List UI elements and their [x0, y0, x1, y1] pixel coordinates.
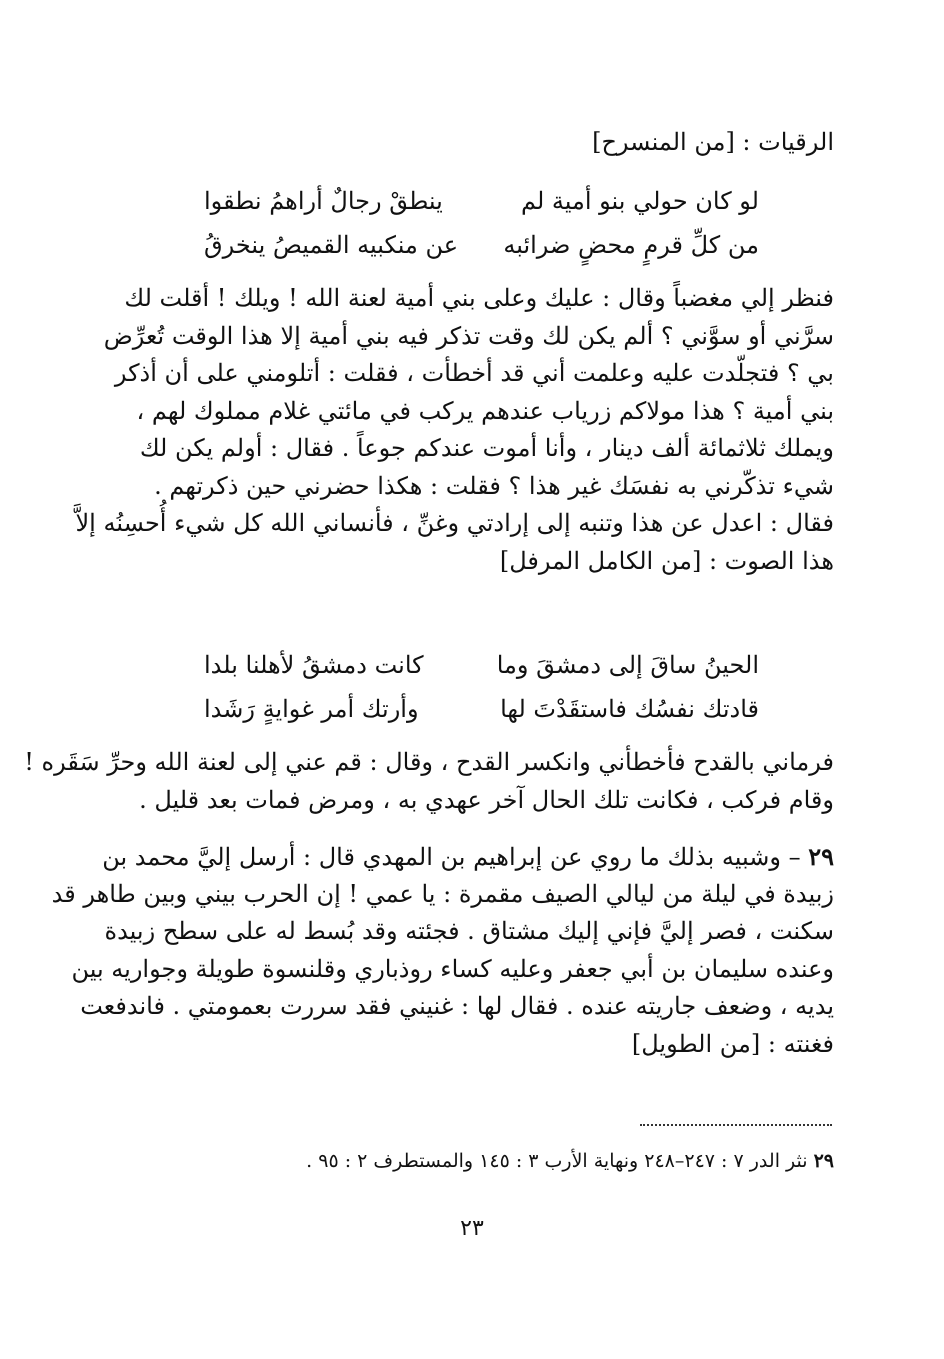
hemistich-first: الحينُ ساقَ إلى دمشقَ وما [496, 651, 759, 679]
text-line: فقال : اعدل عن هذا وتنبه إلى إرادتي وغنِّ ، فأنساني الله كل شيء أُحسِنُه إلاَّ [75, 509, 834, 537]
verse-4 [204, 690, 759, 728]
text-line: سكنت ، فصر إليَّ فإني إليك مشتاق . فجئته وقد بُسط له على سطح زبيدة [104, 917, 834, 945]
hemistich-second: كانت دمشقُ لأهلنا بلدا [204, 651, 424, 679]
hemistich-second: ينطقْ رجالٌ أراهمُ نطقوا [204, 187, 443, 215]
paragraph-2 [24, 744, 834, 819]
footnote-number: ٢٩ [813, 1150, 834, 1172]
text-line: شيء تذكّرني به نفسَك غير هذا ؟ فقلت : هكذا حضرني حين ذكرتهم . [154, 471, 834, 500]
intro-line: الرقيات : [من المنسرح] [592, 128, 834, 156]
paragraph-number: ٢٩ [808, 842, 834, 871]
hemistich-first: قادتك نفسُك فاستقَدْتَ لها [500, 695, 759, 723]
text-line: سرَّني أو سوَّني ؟ ألم يكن لك وقت تذكر فيه بني أمية إلا هذا الوقت تُعرِّض [103, 321, 834, 350]
hemistich-second: عن منكبيه القميصُ ينخرقُ [204, 231, 459, 259]
intro-line-block [160, 124, 834, 162]
hemistich-first: من كلِّ قرمٍ محضٍ ضرائبه [503, 231, 759, 259]
paragraph-3 [51, 838, 834, 1063]
text-line: ويملك ثلاثمائة ألف دينار ، وأنا أموت عندكم جوعاً . فقال : أولم يكن لك [139, 434, 834, 462]
verse-3 [204, 646, 759, 684]
text-line: – وشبيه بذلك ما روي عن إبراهيم بن المهدي قال : أرسل إليَّ محمد بن [102, 843, 801, 871]
footnote-separator [640, 1124, 832, 1126]
verse-1 [204, 182, 759, 220]
text-line: فغنته : [من الطويل] [631, 1029, 834, 1058]
text-line-first [102, 838, 834, 876]
page-number: ٢٣ [460, 1216, 484, 1241]
hemistich-first: لو كان حولي بنو أمية لم [520, 187, 759, 215]
text-line: فرماني بالقدح فأخطأني وانكسر القدح ، وقال : قم عني إلى لعنة الله وحرِّ سَقَره ! [24, 748, 834, 776]
text-line: بني أمية ؟ هذا مولاكم زرياب عندهم يركب في مائتي غلام مملوك لهم ، [136, 396, 834, 425]
footnote [306, 1150, 834, 1172]
text-line: وقام فركب ، فكانت تلك الحال آخر عهدي به ، ومرض فمات بعد قليل . [139, 785, 834, 814]
text-line: بي ؟ فتجلّدت عليه وعلمت أني قد أخطأت ، فقلت : أتلومني على أن أذكر [114, 359, 834, 387]
verse-2 [204, 226, 759, 264]
footnote-text: نثر الدر ٧ : ٢٤٧–٢٤٨ ونهاية الأرب ٣ : ١٤٥ والمستطرف ٢ : ٩٥ . [306, 1150, 808, 1172]
text-line: يديه ، وضعف جاريته عنده . فقال لها : غنيني فقد سررت بعمومتي . فاندفعت [80, 992, 834, 1020]
text-line: هذا الصوت : [من الكامل المرفل] [499, 546, 834, 575]
text-line: زبيدة في ليلة من ليالي الصيف مقمرة : يا عمي ! إن الحرب بيني وبين طاهر قد [51, 879, 834, 908]
text-line: وعنده سليمان بن أبي جعفر وعليه كساء روذباري وقلنسوة طويلة وجواريه بين [71, 954, 834, 983]
hemistich-second: وأرتك أمر غوايةٍ رَشَدا [204, 695, 419, 723]
text-line: فنظر إلي مغضباً وقال : عليك وعلى بني أمية لعنة الله ! ويلك ! أقلت لك [124, 284, 834, 312]
paragraph-1 [75, 280, 834, 580]
